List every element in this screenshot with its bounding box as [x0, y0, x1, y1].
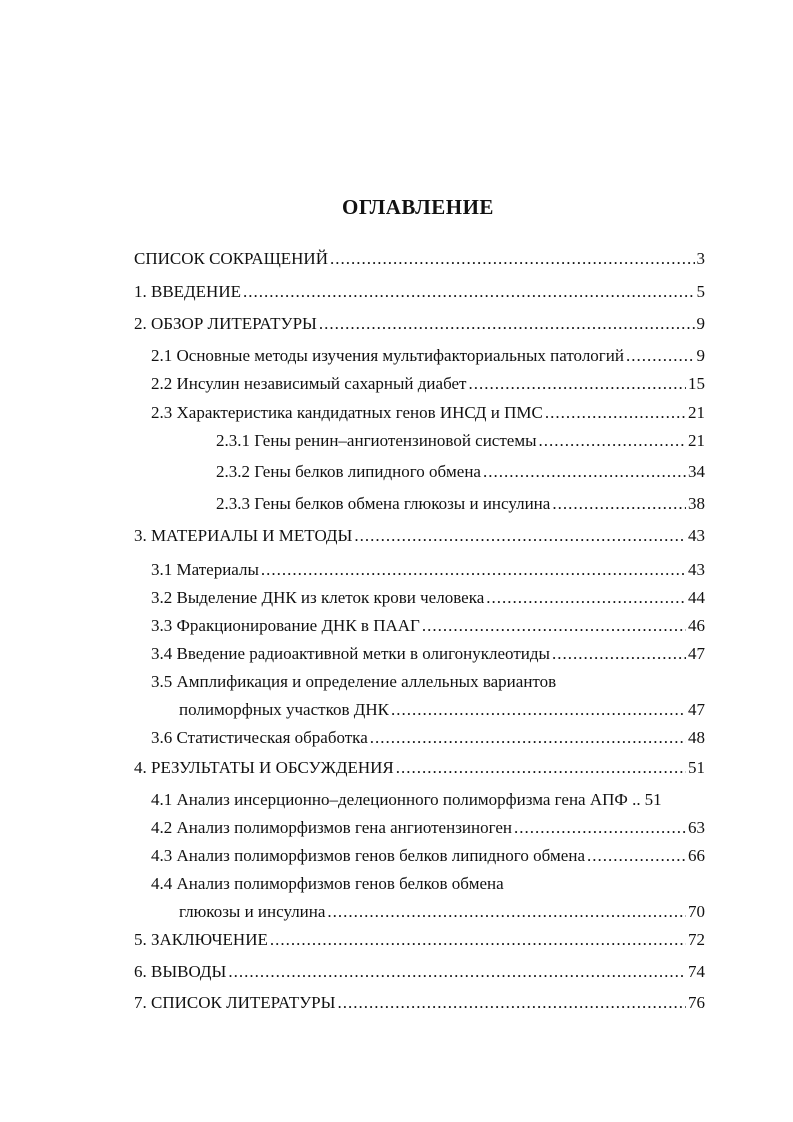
toc-leader-dots [327, 902, 686, 922]
toc-entry-page: 21 [688, 403, 705, 422]
toc-entry-page: 9 [696, 346, 705, 365]
toc-leader-dots [483, 462, 686, 482]
toc-leader-dots [391, 700, 686, 720]
toc-entry-label: 4. РЕЗУЛЬТАТЫ И ОБСУЖДЕНИЯ [134, 758, 394, 777]
toc-entry-introduction[interactable] [134, 282, 705, 302]
toc-leader-dots [545, 403, 686, 423]
toc-entry-label: 5. ЗАКЛЮЧЕНИЕ [134, 930, 268, 949]
toc-leader-dots [552, 494, 686, 514]
toc-entry-label: 3. МАТЕРИАЛЫ И МЕТОДЫ [134, 526, 353, 545]
toc-entry-3-5[interactable] [179, 700, 705, 720]
toc-entry-page: 74 [688, 962, 705, 981]
toc-entry-4-2[interactable] [151, 818, 705, 838]
toc-leader-dots [587, 846, 686, 866]
toc-entry-page: 44 [688, 588, 705, 607]
toc-leader-dots [228, 962, 686, 982]
toc-entry-4-1[interactable] [151, 790, 705, 810]
toc-leader-dots [539, 431, 686, 451]
toc-entry-label: 2.3 Характеристика кандидатных генов ИНСД и ПМС [151, 403, 543, 422]
toc-entry-page: 48 [688, 728, 705, 747]
toc-entry-results-discussion[interactable] [134, 758, 705, 778]
toc-leader-dots [337, 993, 686, 1013]
toc-entry-page: 43 [688, 560, 705, 579]
toc-entry-3-4[interactable] [151, 644, 705, 664]
toc-entry-page: 9 [696, 314, 705, 333]
toc-entry-page: 51 [644, 790, 662, 809]
toc-entry-3-3[interactable] [151, 616, 705, 636]
toc-leader-dots [354, 526, 686, 546]
toc-entry-page: 66 [688, 846, 705, 865]
toc-entry-label: 3.1 Материалы [151, 560, 259, 579]
toc-entry-label: 6. ВЫВОДЫ [134, 962, 227, 981]
toc-leader-dots [514, 818, 686, 838]
toc-entry-4-4[interactable] [179, 902, 705, 922]
toc-entry-materials-methods[interactable] [134, 526, 705, 546]
toc-leader-dots [261, 560, 686, 580]
toc-entry-3-6[interactable] [151, 728, 705, 748]
toc-entry-page: 47 [688, 700, 705, 719]
toc-entry-4-3[interactable] [151, 846, 705, 866]
toc-entry-label: 4.2 Анализ полиморфизмов гена ангиотензиноген [151, 818, 513, 837]
toc-entry-label: 2.3.1 Гены ренин–ангиотензиновой системы [216, 431, 537, 450]
toc-entry-label: 1. ВВЕДЕНИЕ [134, 282, 241, 301]
toc-entry-label: 2.3.3 Гены белков обмена глюкозы и инсулина [216, 494, 551, 513]
toc-entry-page: 34 [688, 462, 705, 481]
toc-entry-page: 21 [688, 431, 705, 450]
toc-entry-2-3-3[interactable] [216, 494, 705, 514]
toc-entry-label: 3.2 Выделение ДНК из клеток крови человека [151, 588, 485, 607]
toc-leader-dots [422, 616, 686, 636]
toc-leader-dots [626, 346, 695, 366]
toc-entry-page: 5 [696, 282, 705, 301]
toc-leader-dots [243, 282, 695, 302]
toc-entry-conclusion[interactable] [134, 930, 705, 950]
toc-leader-dots [468, 374, 686, 394]
toc-leader-dots [319, 314, 695, 334]
toc-entry-page: 38 [688, 494, 705, 513]
toc-leader-dots [330, 249, 695, 269]
toc-entry-label: полиморфных участков ДНК [179, 700, 389, 719]
toc-entry-page: 43 [688, 526, 705, 545]
toc-leader-dots [270, 930, 686, 950]
toc-entry-page: 15 [688, 374, 705, 393]
toc-entry-page: 70 [688, 902, 705, 921]
toc-entry-2-3[interactable] [151, 403, 705, 423]
toc-entry-page: 76 [688, 993, 705, 1012]
toc-entry-page: 46 [688, 616, 705, 635]
toc-entry-2-3-2[interactable] [216, 462, 705, 482]
toc-entry-label: 2.3.2 Гены белков липидного обмена [216, 462, 481, 481]
toc-leader-dots [552, 644, 686, 664]
toc-entry-label: 2.2 Инсулин независимый сахарный диабет [151, 374, 467, 393]
toc-entry-label: СПИСОК СОКРАЩЕНИЙ [134, 249, 328, 268]
toc-leader-dots [486, 588, 686, 608]
toc-entry-findings[interactable] [134, 962, 705, 982]
toc-entry-page: 3 [696, 249, 705, 268]
toc-entry-2-3-1[interactable] [216, 431, 705, 451]
toc-entry-references[interactable] [134, 993, 705, 1013]
toc-entry-3-2[interactable] [151, 588, 705, 608]
toc-entry-label: 3.3 Фракционирование ДНК в ПААГ [151, 616, 420, 635]
toc-leader-dots [370, 728, 686, 748]
toc-entry-2-2[interactable] [151, 374, 705, 394]
toc-title: ОГЛАВЛЕНИЕ [342, 195, 494, 219]
toc-entry-page: 72 [688, 930, 705, 949]
toc-entry-label: 4.1 Анализ инсерционно–делеционного полиморфизма гена АПФ .. [151, 790, 641, 809]
toc-entry-literature-review[interactable] [134, 314, 705, 334]
toc-entry-page: 63 [688, 818, 705, 837]
toc-entry-label: 3.6 Статистическая обработка [151, 728, 368, 747]
toc-entry-4-4-line1[interactable]: 4.4 Анализ полиморфизмов генов белков обмена [151, 874, 504, 893]
toc-entry-label: 3.4 Введение радиоактивной метки в олигонуклеотиды [151, 644, 550, 663]
toc-entry-2-1[interactable] [151, 346, 705, 366]
toc-entry-label: 4.3 Анализ полиморфизмов генов белков липидного обмена [151, 846, 585, 865]
toc-entry-label: 2.1 Основные методы изучения мультифакториальных патологий [151, 346, 624, 365]
toc-entry-label: 7. СПИСОК ЛИТЕРАТУРЫ [134, 993, 336, 1012]
toc-entry-3-5-line1[interactable]: 3.5 Амплификация и определение аллельных вариантов [151, 672, 557, 691]
toc-entry-page: 47 [688, 644, 705, 663]
toc-entry-abbreviations[interactable] [134, 249, 705, 269]
toc-entry-page: 51 [688, 758, 705, 777]
toc-entry-label: 2. ОБЗОР ЛИТЕРАТУРЫ [134, 314, 317, 333]
toc-entry-3-1[interactable] [151, 560, 705, 580]
toc-entry-label: глюкозы и инсулина [179, 902, 326, 921]
toc-leader-dots [396, 758, 686, 778]
